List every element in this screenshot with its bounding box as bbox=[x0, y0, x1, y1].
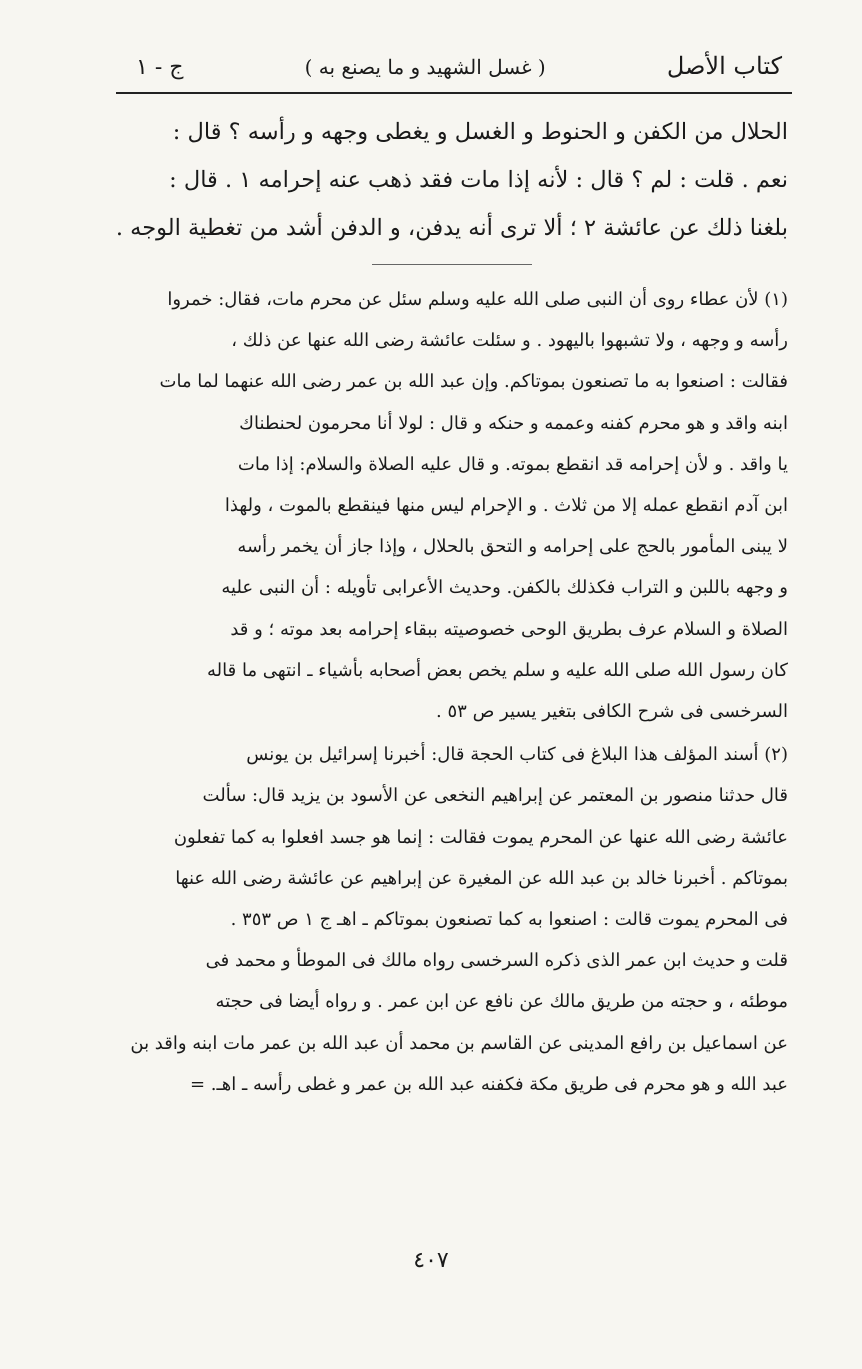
footnote-line: عبد الله و هو محرم فى طريق مكة فكفنه عبد الله بن عمر و غطى رأسه ـ اهـ. = bbox=[189, 1073, 788, 1095]
chapter-title: ( غسل الشهيد و ما يصنع به ) bbox=[304, 55, 546, 79]
footnote-line: فقالت : اصنعوا به ما تصنعون بموتاكم. وإن عبد الله بن عمر رضى الله عنهما لما مات bbox=[159, 371, 788, 393]
footnote-line: الصلاة و السلام عرف بطريق الوحى خصوصيته ببقاء إحرامه بعد موته ؛ و قد bbox=[230, 618, 788, 640]
footnote-line: يا واقد . و لأن إحرامه قد انقطع بموته. و قال عليه الصلاة والسلام: إذا مات bbox=[237, 453, 788, 475]
footnote-line: و وجهه باللبن و التراب فكذلك بالكفن. وحديث الأعرابى تأويله : أن النبى عليه bbox=[221, 577, 788, 599]
footnote-line: كان رسول الله صلى الله عليه و سلم يخص بعض أصحابه بأشياء ـ انتهى ما قاله bbox=[207, 659, 788, 681]
footnote-line: فى المحرم يموت قالت : اصنعوا به كما تصنعون بموتاكم ـ اهـ ج ١ ص ٣٥٣ . bbox=[230, 909, 788, 931]
main-line: الحلال من الكفن و الحنوط و الغسل و يغطى وجهه و رأسه ؟ قال : bbox=[172, 119, 788, 145]
main-line: نعم . قلت : لم ؟ قال : لأنه إذا مات فقد ذهب عنه إحرامه ١ . قال : bbox=[169, 167, 788, 193]
footnote-line: لا يبنى المأمور بالحج على إحرامه و التحق بالحلال ، وإذا جاز أن يخمر رأسه bbox=[237, 536, 788, 558]
footnote-separator bbox=[372, 264, 532, 265]
running-header bbox=[116, 52, 788, 90]
volume-number: ج - ١ bbox=[136, 55, 184, 80]
footnotes bbox=[116, 279, 788, 1105]
footnote-line: عن اسماعيل بن رافع المدينى عن القاسم بن محمد أن عبد الله بن عمر مات ابنه واقد بن bbox=[130, 1032, 788, 1054]
footnote-line: موطئه ، و حجته من طريق مالك عن نافع عن ابن عمر . و رواه أيضا فى حجته bbox=[215, 991, 788, 1013]
footnote-line: قال حدثنا منصور بن المعتمر عن إبراهيم النخعى عن الأسود بن يزيد قال: سألت bbox=[202, 785, 788, 807]
footnote-1 bbox=[116, 279, 788, 732]
main-line: بلغنا ذلك عن عائشة ٢ ؛ ألا ترى أنه يدفن، و الدفن أشد من تغطية الوجه . bbox=[115, 215, 788, 241]
main-text bbox=[116, 108, 788, 252]
footnote-line: ابن آدم انقطع عمله إلا من ثلاث . و الإحرام ليس منها فينقطع بالموت ، ولهذا bbox=[224, 495, 788, 517]
footnote-line: عائشة رضى الله عنها عن المحرم يموت فقالت : إنما هو جسد افعلوا به كما تفعلون bbox=[173, 826, 788, 848]
footnote-line: ابنه واقد و هو محرم كفنه وعممه و حنكه و قال : لولا أنا محرمون لحنطناك bbox=[239, 412, 788, 434]
page-number: ٤٠٧ bbox=[413, 1248, 449, 1273]
footnote-2 bbox=[116, 734, 788, 1105]
header-rule bbox=[116, 92, 792, 94]
book-title: كتاب الأصل bbox=[666, 52, 782, 80]
footnote-line: بموتاكم . أخبرنا خالد بن عبد الله عن المغيرة عن إبراهيم عن عائشة رضى الله عنها bbox=[175, 867, 788, 889]
footnote-line: رأسه و وجهه ، ولا تشبهوا باليهود . و سئلت عائشة رضى الله عنها عن ذلك ، bbox=[231, 330, 788, 352]
footnote-line: السرخسى فى شرح الكافى بتغير يسير ص ٥٣ . bbox=[436, 701, 788, 723]
footnote-line: (٢) أسند المؤلف هذا البلاغ فى كتاب الحجة قال: أخبرنا إسرائيل بن يونس bbox=[246, 744, 788, 766]
footnote-line: (١) لأن عطاء روى أن النبى صلى الله عليه وسلم سئل عن محرم مات، فقال: خمروا bbox=[167, 289, 788, 310]
footnote-line: قلت و حديث ابن عمر الذى ذكره السرخسى رواه مالك فى الموطأ و محمد فى bbox=[205, 950, 788, 972]
